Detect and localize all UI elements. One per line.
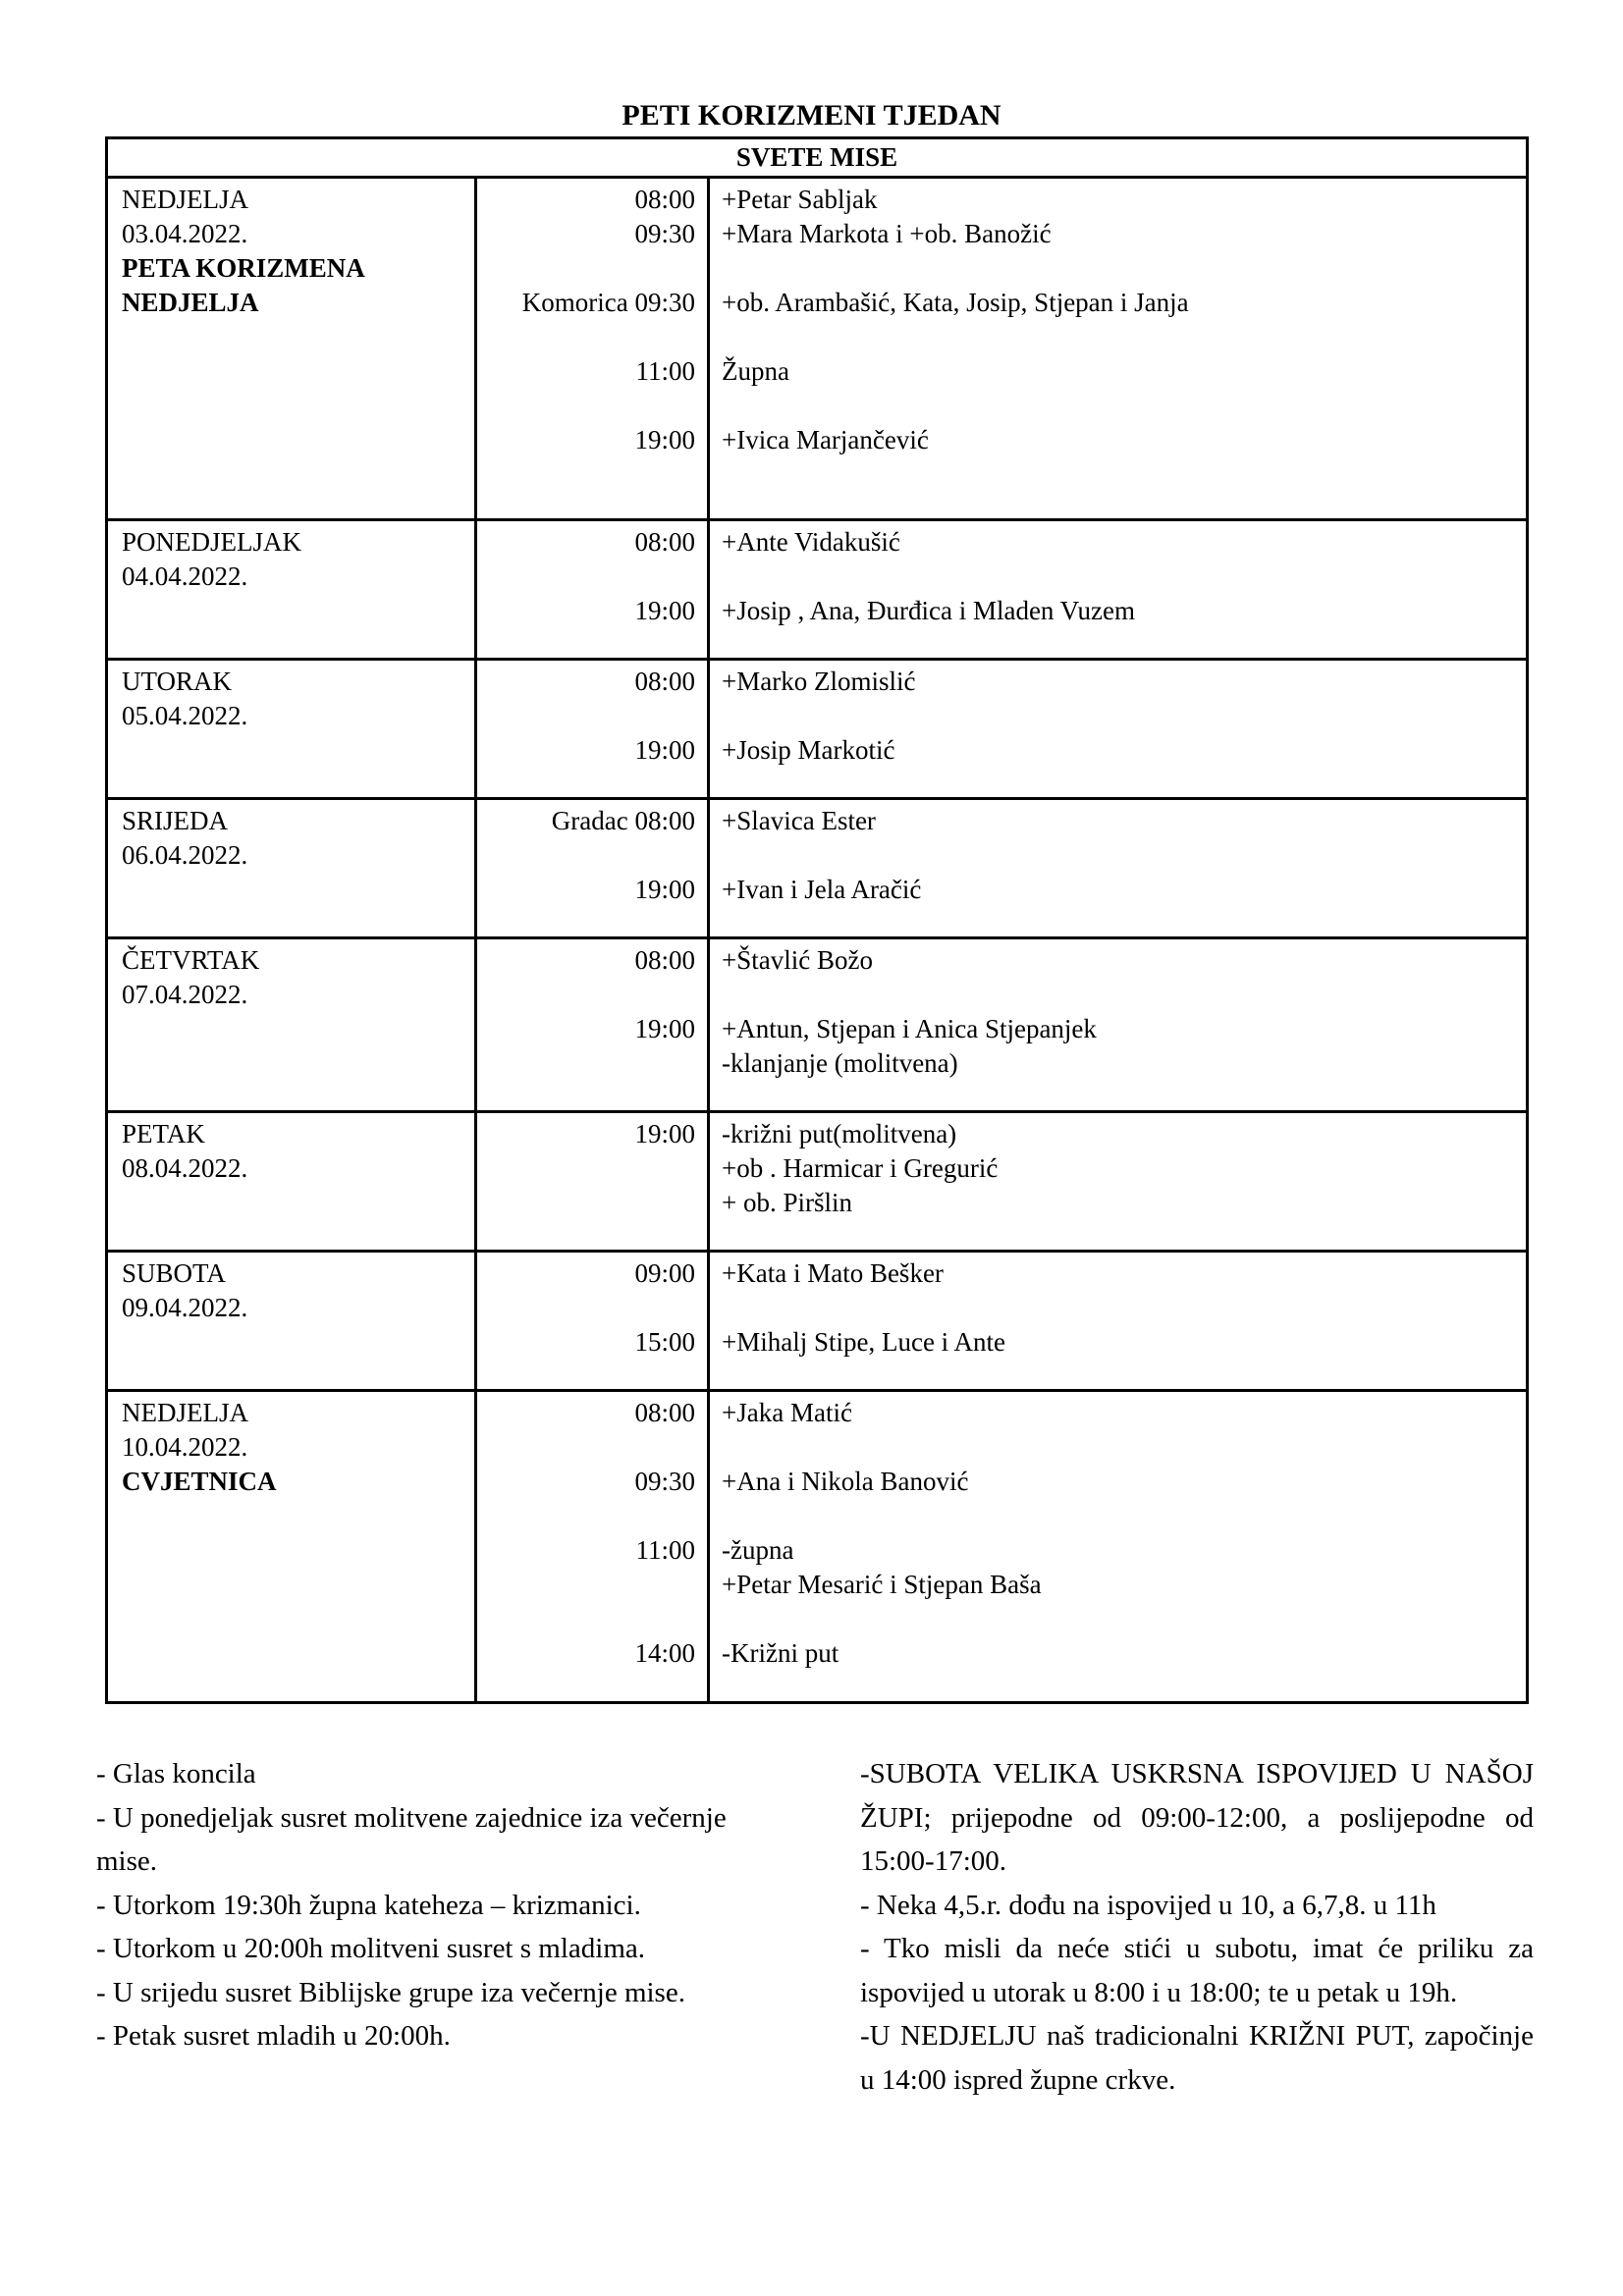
mass-time: 11:00 <box>635 356 695 386</box>
mass-time: 09:00 <box>634 1258 695 1288</box>
mass-intention: +Mara Markota i +ob. Banožić <box>722 219 1052 248</box>
feast-name: NEDJELJA <box>122 288 259 317</box>
day-row <box>107 1391 1528 1703</box>
mass-intention: +Ana i Nikola Banović <box>722 1467 969 1496</box>
mass-time: Gradac 08:00 <box>551 806 695 835</box>
mass-intention: +Josip , Ana, Đurđica i Mladen Vuzem <box>722 596 1136 625</box>
day-row <box>107 1252 1528 1391</box>
mass-time: 09:30 <box>634 219 695 248</box>
mass-intention: +Josip Markotić <box>722 735 895 765</box>
feast-name: CVJETNICA <box>122 1467 277 1496</box>
day-name: NEDJELJA <box>122 185 248 214</box>
intention-cell <box>709 178 1528 520</box>
mass-schedule-table <box>105 136 1529 1704</box>
time-cell <box>476 1391 709 1703</box>
mass-intention: +Antun, Stjepan i Anica Stjepanjek <box>722 1014 1097 1043</box>
intention-cell <box>709 799 1528 938</box>
day-row <box>107 520 1528 660</box>
announcement-item: - U ponedjeljak susret molitvene zajednice iza večernje mise. <box>96 1801 727 1877</box>
day-date: 06.04.2022. <box>122 840 248 870</box>
mass-intention: -klanjanje (molitvena) <box>722 1048 958 1078</box>
mass-intention: +Ivan i Jela Aračić <box>722 875 922 904</box>
mass-intention: +Marko Zlomislić <box>722 667 916 696</box>
mass-time: Komorica 09:30 <box>521 288 695 317</box>
mass-time: 19:00 <box>634 735 695 765</box>
intention-cell <box>709 938 1528 1112</box>
announcement-item: - U srijedu susret Biblijske grupe iza večernje mise. <box>96 1976 685 2008</box>
day-cell <box>107 520 476 660</box>
day-cell <box>107 938 476 1112</box>
mass-time: 08:00 <box>634 185 695 214</box>
mass-time: 19:00 <box>634 875 695 904</box>
table-header: SVETE MISE <box>107 138 1528 178</box>
day-name: UTORAK <box>122 667 233 696</box>
mass-intention: +ob. Arambašić, Kata, Josip, Stjepan i Janja <box>722 288 1189 317</box>
day-date: 08.04.2022. <box>122 1153 248 1183</box>
intention-cell <box>709 1252 1528 1391</box>
mass-time: 11:00 <box>635 1535 695 1565</box>
day-name: ČETVRTAK <box>122 945 260 975</box>
mass-intention: -Križni put <box>722 1638 839 1668</box>
announcement-item: - Neka 4,5.r. dođu na ispovijed u 10, a 6,7,8. u 11h <box>860 1889 1436 1921</box>
time-cell <box>476 520 709 660</box>
day-date: 04.04.2022. <box>122 561 248 591</box>
day-name: PONEDJELJAK <box>122 527 302 557</box>
mass-time: 19:00 <box>634 1119 695 1148</box>
announcement-item: - Utorkom 19:30h župna kateheza – krizmanici. <box>96 1889 641 1921</box>
mass-time: 08:00 <box>634 527 695 557</box>
day-date: 05.04.2022. <box>122 701 248 730</box>
mass-time: 09:30 <box>634 1467 695 1496</box>
announcement-item: - Glas koncila <box>96 1758 256 1789</box>
mass-intention: +Petar Mesarić i Stjepan Baša <box>722 1570 1042 1599</box>
mass-time: 08:00 <box>634 667 695 696</box>
mass-time: 19:00 <box>634 1014 695 1043</box>
time-cell <box>476 660 709 799</box>
mass-time: 19:00 <box>634 425 695 454</box>
mass-time: 14:00 <box>634 1638 695 1668</box>
day-cell <box>107 1112 476 1252</box>
time-cell <box>476 1252 709 1391</box>
mass-intention: + ob. Piršlin <box>722 1188 852 1217</box>
day-name: NEDJELJA <box>122 1398 248 1427</box>
mass-intention: +ob . Harmicar i Gregurić <box>722 1153 999 1183</box>
mass-intention: +Ivica Marjančević <box>722 425 929 454</box>
mass-time: 08:00 <box>634 1398 695 1427</box>
mass-time: 08:00 <box>634 945 695 975</box>
time-cell <box>476 799 709 938</box>
day-date: 10.04.2022. <box>122 1432 248 1462</box>
feast-name: PETA KORIZMENA <box>122 253 365 283</box>
notes-right-column <box>860 1752 1534 2102</box>
mass-intention: +Ante Vidakušić <box>722 527 900 557</box>
day-cell <box>107 799 476 938</box>
intention-cell <box>709 660 1528 799</box>
day-date: 07.04.2022. <box>122 980 248 1009</box>
intention-cell <box>709 520 1528 660</box>
announcement-item: -SUBOTA VELIKA USKRSNA ISPOVIJED U NAŠOJ ŽUPI; prijepodne od 09:00-12:00, a poslijepodne od 15:00-17:00. <box>860 1758 1534 1877</box>
time-cell <box>476 1112 709 1252</box>
day-date: 03.04.2022. <box>122 219 248 248</box>
mass-intention: +Slavica Ester <box>722 806 876 835</box>
day-cell <box>107 178 476 520</box>
announcement-item: - Tko misli da neće stići u subotu, imat će priliku za ispovijed u utorak u 8:00 i u 18:00; te u petak u 19h. <box>860 1933 1534 2008</box>
day-cell <box>107 660 476 799</box>
announcement-item: - Petak susret mladih u 20:00h. <box>96 2020 451 2052</box>
time-cell <box>476 938 709 1112</box>
mass-time: 15:00 <box>634 1327 695 1357</box>
day-row <box>107 660 1528 799</box>
mass-intention: +Štavlić Božo <box>722 945 873 975</box>
announcement-item: -U NEDJELJU naš tradicionalni KRIŽNI PUT, započinje u 14:00 ispred župne crkve. <box>860 2020 1534 2096</box>
mass-intention: Župna <box>722 356 789 386</box>
announcement-item: - Utorkom u 20:00h molitveni susret s mladima. <box>96 1933 646 1964</box>
notes-left-column <box>96 1752 764 2058</box>
day-name: SRIJEDA <box>122 806 229 835</box>
mass-time: 19:00 <box>634 596 695 625</box>
day-row <box>107 178 1528 520</box>
mass-intention: -križni put(molitvena) <box>722 1119 957 1148</box>
mass-intention: +Petar Sabljak <box>722 185 878 214</box>
day-row <box>107 938 1528 1112</box>
day-row <box>107 799 1528 938</box>
mass-intention: +Mihalj Stipe, Luce i Ante <box>722 1327 1005 1357</box>
mass-intention: +Jaka Matić <box>722 1398 852 1427</box>
day-name: SUBOTA <box>122 1258 226 1288</box>
time-cell <box>476 178 709 520</box>
page-title: PETI KORIZMENI TJEDAN <box>622 99 1001 132</box>
day-cell <box>107 1391 476 1703</box>
day-row <box>107 1112 1528 1252</box>
mass-intention: -župna <box>722 1535 794 1565</box>
mass-intention: +Kata i Mato Bešker <box>722 1258 944 1288</box>
day-date: 09.04.2022. <box>122 1293 248 1322</box>
intention-cell <box>709 1112 1528 1252</box>
day-name: PETAK <box>122 1119 205 1148</box>
intention-cell <box>709 1391 1528 1703</box>
day-cell <box>107 1252 476 1391</box>
